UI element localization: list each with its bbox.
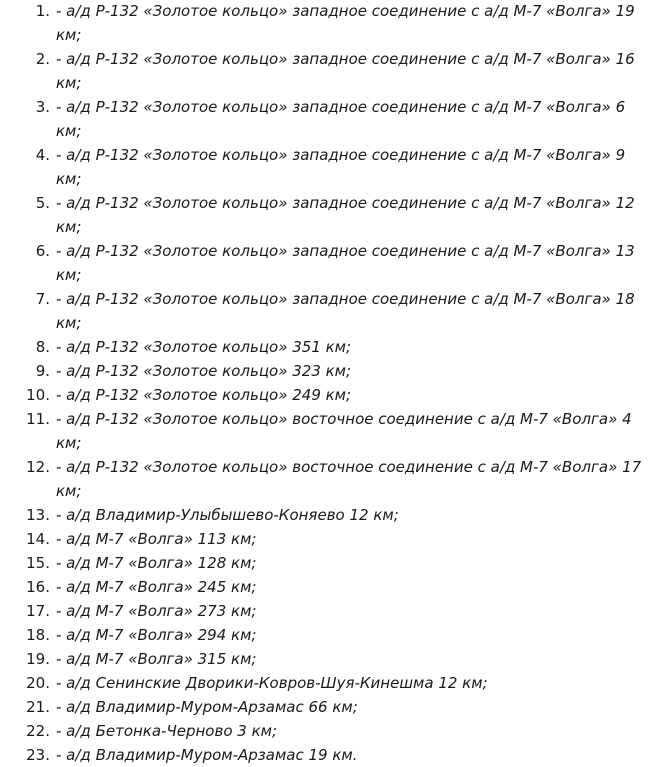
list-item-number: 23. [26,746,50,764]
list-item-text: - а/д Р-132 «Золотое кольцо» западное соединение с а/д М-7 «Волга» 18 км; [56,290,635,332]
list-item-number: 15. [26,554,50,572]
list-item-text: - а/д Владимир-Муром-Арзамас 66 км; [56,698,358,716]
list-item-text: - а/д Р-132 «Золотое кольцо» западное соединение с а/д М-7 «Волга» 12 км; [56,194,635,236]
list-item-text: - а/д М-7 «Волга» 113 км; [56,530,257,548]
list-item [0,383,656,407]
list-item [0,287,656,335]
list-item [0,335,656,359]
list-item-number: 22. [26,722,50,740]
list-item-text: - а/д Р-132 «Золотое кольцо» восточное соединение с а/д М-7 «Волга» 17 км; [56,458,642,500]
list-item-text: - а/д Р-132 «Золотое кольцо» западное соединение с а/д М-7 «Волга» 6 км; [56,98,626,140]
list-item-number: 21. [26,698,50,716]
list-item-text: - а/д М-7 «Волга» 294 км; [56,626,257,644]
list-item-number: 6. [35,242,50,260]
list-item [0,743,656,767]
list-item [0,671,656,695]
list-item-text: - а/д Сенинские Дворики-Ковров-Шуя-Кинешма 12 км; [56,674,488,692]
list-item-text: - а/д Р-132 «Золотое кольцо» западное соединение с а/д М-7 «Волга» 9 км; [56,146,626,188]
list-item-text: - а/д М-7 «Волга» 315 км; [56,650,257,668]
list-item-text: - а/д Р-132 «Золотое кольцо» западное соединение с а/д М-7 «Волга» 19 км; [56,2,635,44]
list-item-text: - а/д Владимир-Муром-Арзамас 19 км. [56,746,358,764]
list-item [0,143,656,191]
list-item-text: - а/д Владимир-Улыбышево-Коняево 12 км; [56,506,399,524]
list-item [0,47,656,95]
list-item-number: 14. [26,530,50,548]
list-item-number: 18. [26,626,50,644]
list-item-number: 1. [35,2,50,20]
list-item [0,503,656,527]
list-item-text: - а/д Р-132 «Золотое кольцо» 249 км; [56,386,352,404]
list-item-text: - а/д Р-132 «Золотое кольцо» 323 км; [56,362,352,380]
list-item-number: 4. [35,146,50,164]
list-item [0,623,656,647]
list-item-text: - а/д Р-132 «Золотое кольцо» западное соединение с а/д М-7 «Волга» 13 км; [56,242,635,284]
list-item-number: 13. [26,506,50,524]
list-item [0,551,656,575]
list-item [0,455,656,503]
list-item-number: 12. [26,458,50,476]
list-item [0,239,656,287]
list-item [0,647,656,671]
list-item [0,575,656,599]
list-item-text: - а/д Р-132 «Золотое кольцо» западное соединение с а/д М-7 «Волга» 16 км; [56,50,635,92]
list-item [0,599,656,623]
list-item [0,719,656,743]
list-item-text: - а/д М-7 «Волга» 245 км; [56,578,257,596]
list-item-number: 7. [35,290,50,308]
list-item-text: - а/д М-7 «Волга» 128 км; [56,554,257,572]
list-item-number: 20. [26,674,50,692]
list-item-number: 2. [35,50,50,68]
list-item [0,695,656,719]
list-item-number: 5. [35,194,50,212]
list-item [0,359,656,383]
list-item-text: - а/д Р-132 «Золотое кольцо» 351 км; [56,338,352,356]
list-item [0,95,656,143]
list-item-number: 3. [35,98,50,116]
list-item-text: - а/д Бетонка-Черново 3 км; [56,722,278,740]
list-item-number: 9. [35,362,50,380]
list-item-number: 16. [26,578,50,596]
list-item-number: 17. [26,602,50,620]
list-item [0,191,656,239]
list-item-text: - а/д Р-132 «Золотое кольцо» восточное соединение с а/д М-7 «Волга» 4 км; [56,410,632,452]
list-item-number: 11. [26,410,50,428]
list-item-number: 10. [26,386,50,404]
list-item-number: 8. [35,338,50,356]
list-item [0,407,656,455]
list-item [0,527,656,551]
list-item [0,0,656,47]
list-item-number: 19. [26,650,50,668]
list-item-text: - а/д М-7 «Волга» 273 км; [56,602,257,620]
